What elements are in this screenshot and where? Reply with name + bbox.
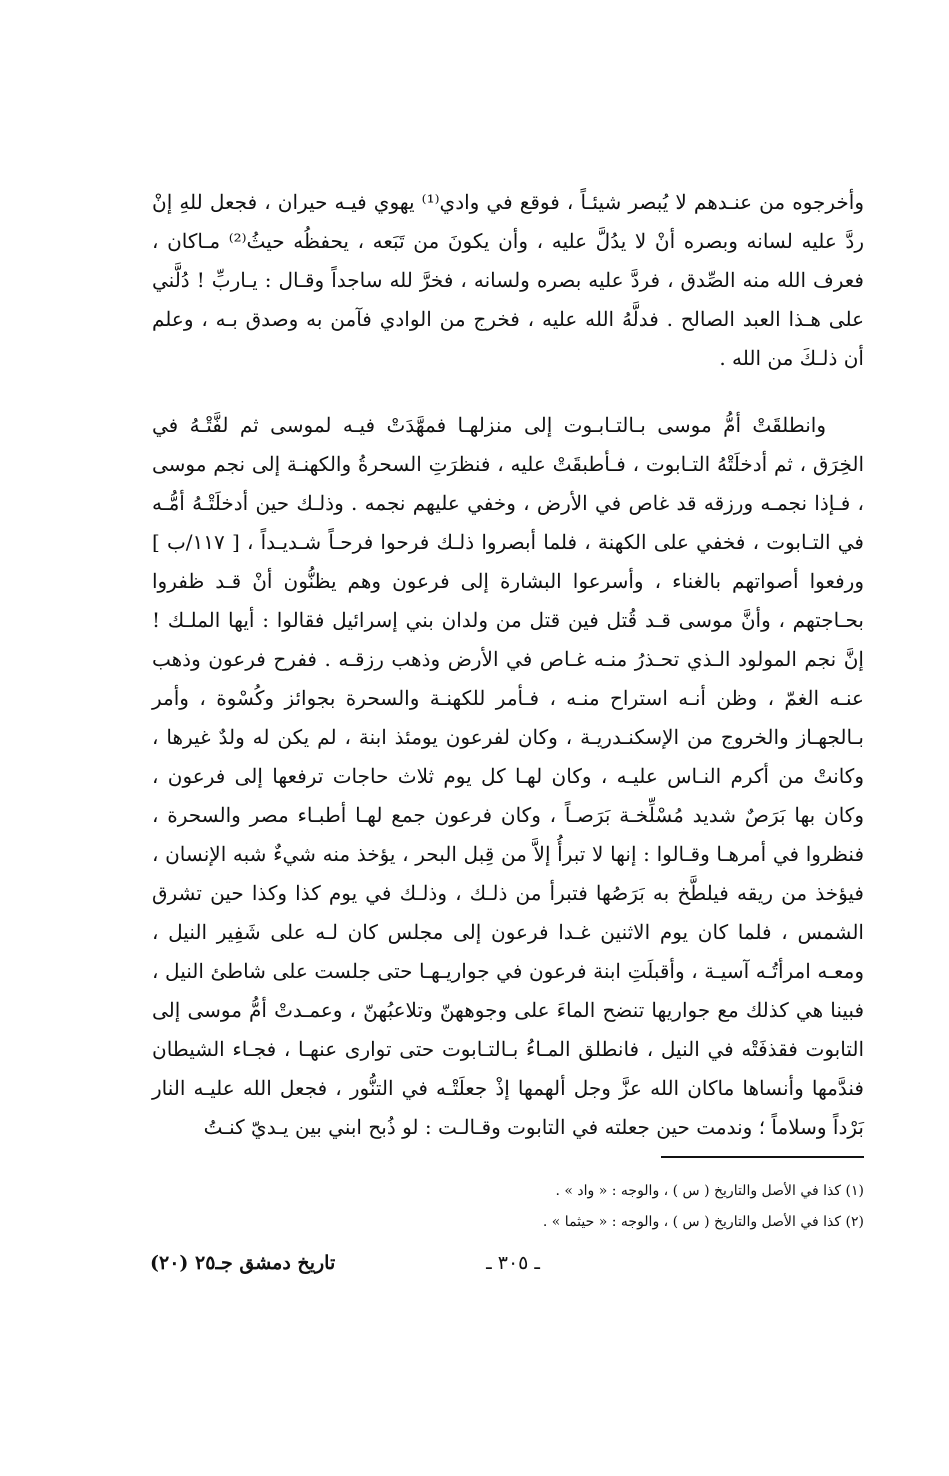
main-text	[152, 183, 864, 1147]
footnote-1: (١) كذا في الأصل والتاريخ ( س ) ، والوجه : « واد » .	[555, 1183, 864, 1199]
paragraph-2: وانطلقَتْ أمُّ موسى بـالتـابـوت إلى منزلهـا فمهَّدَتْ فيـه لموسى ثم لفَّتْـهُ في الخِرَق ، ثم أدخلَتْهُ التـابوت ، فـأطبقَتْ عليه ، فنظرَتِ السحرةُ والكهنـة إلى نجم موسى ، فـإذا نجمـه ورزقه قد غاص في الأرض ، وخفي عليهم نجمه . وذلـك حين أدخلَتْـهُ أمُّـه في التـابوت ، فخفي على الكهنة ، فلما أبصروا ذلـك فرحوا فرحـاً شـديـداً ، [ ١١٧/ب ] ورفعوا أصواتهم بالغناء ، وأسرعوا البشارة إلى فرعون وهم يظنُّون أنْ قـد ظفروا بحـاجتهم ، وأنَّ موسى قـد قُتل فين قتل من ولدان بني إسرائيل فقالوا : أيها الملـك ! إنَّ نجم المولود الـذي تحـذرُ منـه غـاص في الأرض وذهب رزقـه . ففرح فرعون وذهب عنـه الغمّ ، وظن أنـه استراح منـه ، فـأمر للكهنـة والسحرة بجوائز وكُسْوة ، وأمر بـالجهـاز والخروج من الإسكنـدريـة ، وكان لفرعون يومئذ ابنة ، لم يكن له ولدٌ غيرها ، وكانتْ من أكرم النـاس عليـه ، وكان لهـا كل يوم ثلاث حاجات ترفعها إلى فرعون ، وكان بها بَرَصٌ شديد مُسْلِّخـة بَرَصـاً ، وكان فرعون جمع لهـا أطبـاء مصر والسحرة ، فنظروا في أمرهـا وقـالوا : إنها لا تبرأُ إلاَّ من قِبل البحر ، يؤخذ منه شيءٌ شبه الإنسان ، فيؤخذ من ريقه فيلطَّخ به بَرَصُها فتبرأ من ذلـك ، وذلـك في يوم كذا وكذا حين تشرق الشمس ، فلما كان يوم الاثنين غـدا فرعون إلى مجلس كان لـه على شَفِير النيل ، ومعـه امرأتُـه آسيـة ، وأقبلَتِ ابنة فرعون في جواريـهـا حتى جلست على شاطئ النيل ، فبينا هي كذلك مع جواريها تنضح الماءَ على وجوههنّ وتلاعبُهنّ ، وعمـدتْ أمُّ موسى إلى التابوت فقذفَتْه في النيل ، فانطلق المـاءُ بـالتـابوت حتى توارى عنهـا ، فجـاء الشيطان فندَّمها وأنساها ماكان الله عزَّ وجل ألهمها إذْ جعلَتْـه في التنُّور ، فجعل الله عليـه النار بَرْداً وسلاماً ؛ وندمت حين جعلته في التابوت وقـالـت : لو ذُبح ابني بين يـديّ كنـتُ	[152, 413, 864, 1139]
running-title: تاريخ دمشق جـ٢٥ (٢٠)	[150, 1252, 336, 1274]
paragraph-1: وأخرجوه من عنـدهم لا يُبصر شيئـاً ، فوقع في وادي⁽¹⁾ يهوي فيـه حيران ، فجعل للهِ إنْ ردَّ عليه لسانه وبصره أنْ لا يدُلَّ عليه ، وأن يكونَ من تَبَعه ، يحفظُه حيثُ⁽²⁾ مـاكان ، فعرف الله منه الصِّدق ، فردَّ عليه بصره ولسانه ، فخرَّ لله ساجداً وقـال : يـاربِّ ! دُلَّني على هـذا العبد الصالح . فدلَّهُ الله عليه ، فخرج من الوادي فآمن به وصدق بـه ، وعلم أن ذلـكَ من الله .	[152, 190, 865, 370]
footnote-divider	[661, 1156, 864, 1158]
footnote-2: (٢) كذا في الأصل والتاريخ ( س ) ، والوجه : « حيثما » .	[542, 1214, 864, 1230]
footnotes	[300, 1176, 864, 1238]
page-footer	[150, 1252, 540, 1284]
page-number: ـ ٣٠٥ ـ	[486, 1252, 540, 1274]
